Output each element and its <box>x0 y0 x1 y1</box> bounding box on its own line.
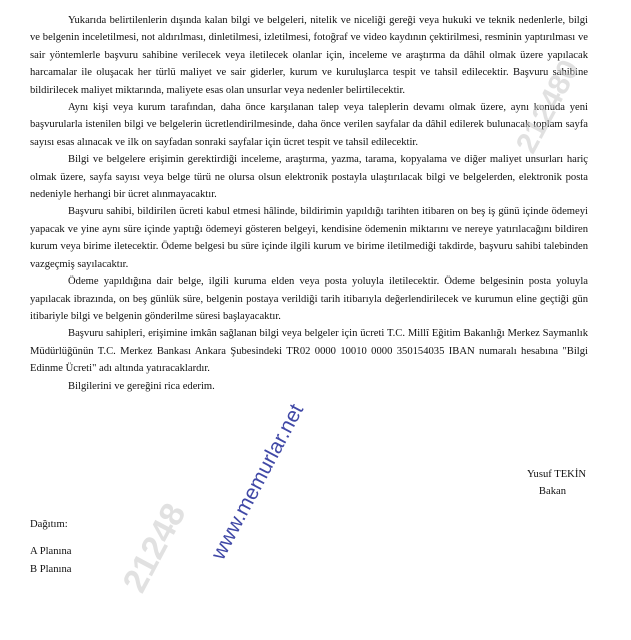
watermark-url: www.memurlar.net <box>206 400 309 564</box>
paragraph-7: Bilgilerini ve gereğini rica ederim. <box>68 380 215 392</box>
distribution-item-a: A Planına <box>30 546 72 558</box>
paragraph-2: Aynı kişi veya kurum tarafından, daha önce karşılanan talep veya taleplerin devamı olmak üzere, aynı konuda yeni başvurularla istenilen bilgi ve belgelerin ücretlendirilmesinde, daha önce verilen sayfalar da dâhil edilerek bulunacak toplam sayfa sayısı esas alınacak ve ilk on sayfadan sonraki sayfalar için ücret tespit ve tahsil edilecektir. <box>30 102 588 148</box>
watermark-number-upper: 212480 <box>509 54 587 159</box>
paragraph-6: Başvuru sahipleri, erişimine imkân sağlanan bilgi veya belgeler için ücreti T.C. Millî Eğitim Bakanlığı Merkez Saymanlık Müdürlüğünün T.C. Merkez Bankası Ankara Şubesindeki TR02 0000 10010 0000 350154035 IBAN numaralı hesabına "Bilgi Edinme Ücreti" adı altında yatıracaklardır. <box>30 328 588 375</box>
watermark-number-lower: 21248 <box>115 497 194 599</box>
letter-body <box>30 12 588 395</box>
distribution-block <box>30 516 72 578</box>
paragraph-3: Bilgi ve belgelere erişimin gerektirdiği inceleme, araştırma, yazma, tarama, kopyalama ve diğer maliyet unsurları hariç olmak üzere, sayfa sayısı veya belge türü ne olursa olsun elektronik postayla ulaştırılacak bilgi ve belgelerden, elektronik posta nedeniyle herhangi bir ücret alınmayacaktır. <box>30 154 588 201</box>
distribution-heading: Dağıtım: <box>30 519 68 530</box>
paragraph-1: Yukarıda belirtilenlerin dışında kalan bilgi ve belgeleri, nitelik ve niceliği gereği veya hukuki ve teknik nedenlerle, bilgi ve belgenin inceletilmesi, not aldırılması, dinletilmesi, izletilmesi, fotoğraf ve video kaydının çektirilmesi, resminin yaptırılması ve sair yöntemlerle başvuru sahibine verilecek veya iletilecek olanlar için, inceleme ve araştırma da dâhil olmak üzere yapılacak harcamalar ile oluşacak her türlü maliyet ve sair giderler, kurum ve kuruluşlarca tespit ve tahsil edilecektir. Başvuru sahibine bildirilecek maliyet miktarında, maliyete esas olan unsurlar veya nedenler belirtilecektir. <box>30 15 588 96</box>
signature-block <box>30 466 588 501</box>
paragraph-4: Başvuru sahibi, bildirilen ücreti kabul etmesi hâlinde, bildirimin yapıldığı tarihten itibaren on beş iş günü içinde ödemeyi yapacak ve yine aynı süre içinde yaptığı ödemeyi gösteren belgeyi, kendisine ödemenin miktarını ve nereye yatırılacağını bildiren kurum veya birime iletecektir. Ödeme belgesi bu süre içinde ilgili kurum ve birime iletilmediği takdirde, başvuru sahibi talebinden vazgeçmiş sayılacaktır. <box>30 206 588 270</box>
paragraph-5: Ödeme yapıldığına dair belge, ilgili kuruma elden veya posta yoluyla iletilecektir. Ödeme belgesinin posta yoluyla yapılacak ibrazında, on beş günlük süre, belgenin postaya verildiği tarih itibarıyla değerlendirilecek ve kurumun eline geçtiği gün itibariyle bilgi ve belgenin gönderilme süresi başlayacaktır. <box>30 276 588 322</box>
signer-name: Yusuf TEKİN <box>527 469 586 480</box>
distribution-item-b: B Planına <box>30 563 72 575</box>
signer-title: Bakan <box>538 486 566 498</box>
